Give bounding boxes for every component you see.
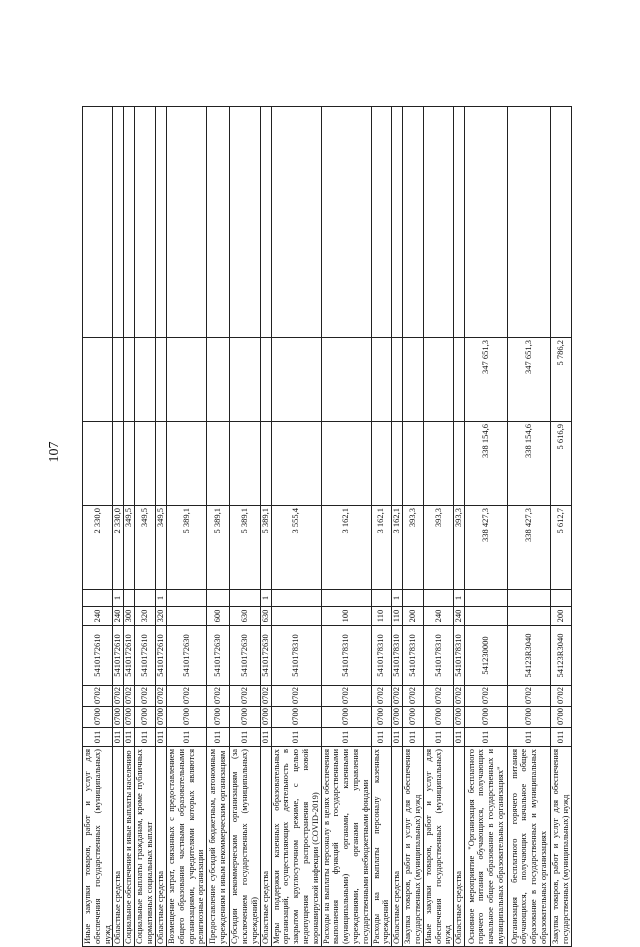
section-code-cell: 0700 (371, 707, 392, 728)
amount-year1-cell: 349,5 (124, 506, 135, 590)
amount-year1-cell: 5 389,1 (207, 506, 230, 590)
target-article-cell: 5410178310 (392, 626, 403, 686)
amount-year1-cell: 2 330,0 (113, 506, 124, 590)
subsection-code-cell: 0702 (113, 686, 124, 707)
subsection-code-cell: 0702 (155, 686, 166, 707)
row-name-cell: Областные средства (392, 747, 403, 947)
empty-cell (551, 107, 572, 338)
amount-year1-cell: 338 427,3 (508, 506, 551, 590)
subsection-code-cell: 0702 (207, 686, 230, 707)
row-name-cell: Областные средства (113, 747, 124, 947)
funding-mark-cell (271, 590, 321, 607)
funding-mark-cell (508, 590, 551, 607)
ministry-code-cell: 011 (135, 728, 156, 747)
ministry-code-cell: 011 (230, 728, 260, 747)
funding-mark-cell (207, 590, 230, 607)
subsection-code-cell: 0702 (465, 686, 508, 707)
row-name-cell: Предоставление субсидий бюджетным, автономным учреждениям и иным некоммерческим организациям (207, 747, 230, 947)
amount-year1-cell: 393,3 (403, 506, 424, 590)
row-name-cell: Областные средства (260, 747, 271, 947)
amount-year1-cell: 393,3 (454, 506, 465, 590)
amount-year2-cell (371, 422, 392, 506)
ministry-code-cell: 011 (371, 728, 392, 747)
subsection-code-cell: 0702 (392, 686, 403, 707)
row-name-cell: Социальные выплаты гражданам, кроме публичных нормативных социальных выплат (135, 747, 156, 947)
section-code-cell: 0700 (403, 707, 424, 728)
row-name-cell: Социальное обеспечение и иные выплаты населению (124, 747, 135, 947)
ministry-code-cell: 011 (465, 728, 508, 747)
ministry-code-cell: 011 (113, 728, 124, 747)
section-code-cell: 0700 (155, 707, 166, 728)
expense-type-cell: 110 (392, 607, 403, 626)
row-name-cell: Областные средства (155, 747, 166, 947)
funding-mark-cell (135, 590, 156, 607)
expense-type-cell: 240 (83, 607, 113, 626)
amount-year3-cell: 347 651,3 (465, 338, 508, 422)
amount-year2-cell (113, 422, 124, 506)
amount-year1-cell: 3 162,1 (392, 506, 403, 590)
target-article-cell: 5410172630 (260, 626, 271, 686)
expense-type-cell: 200 (551, 607, 572, 626)
target-article-cell: 541230000 (465, 626, 508, 686)
section-code-cell: 0700 (135, 707, 156, 728)
empty-cell (403, 107, 424, 338)
empty-cell (508, 107, 551, 338)
amount-year3-cell: 5 786,2 (551, 338, 572, 422)
amount-year1-cell: 349,5 (135, 506, 156, 590)
row-name-cell: Возмещение затрат, связанных с предоставлением общего образования частными образовательными организациями, учредителями которых являются религиозные организации (166, 747, 206, 947)
subsection-code-cell: 0702 (371, 686, 392, 707)
amount-year3-cell (371, 338, 392, 422)
expense-type-cell: 320 (135, 607, 156, 626)
section-code-cell: 0700 (113, 707, 124, 728)
ministry-code-cell: 011 (423, 728, 453, 747)
empty-cell (454, 107, 465, 338)
funding-mark-cell (230, 590, 260, 607)
amount-year2-cell (207, 422, 230, 506)
amount-year3-cell (403, 338, 424, 422)
amount-year2-cell (135, 422, 156, 506)
ministry-code-cell: 011 (124, 728, 135, 747)
empty-cell (230, 107, 260, 338)
amount-year1-cell: 5 389,1 (230, 506, 260, 590)
amount-year3-cell (230, 338, 260, 422)
funding-mark-cell: 1 (155, 590, 166, 607)
subsection-code-cell: 0702 (454, 686, 465, 707)
row-name-cell: Основное мероприятие "Организация бесплатного горячего питания обучающихся, получающих начальное общее образование в государственных и муниципальных образовательных организациях" (465, 747, 508, 947)
budget-table (82, 106, 572, 947)
amount-year2-cell (392, 422, 403, 506)
amount-year3-cell: 347 651,3 (508, 338, 551, 422)
section-code-cell: 0700 (508, 707, 551, 728)
ministry-code-cell: 011 (271, 728, 321, 747)
amount-year2-cell (166, 422, 206, 506)
amount-year1-cell: 338 427,3 (465, 506, 508, 590)
amount-year1-cell: 393,3 (423, 506, 453, 590)
row-name-cell: Закупка товаров, работ и услуг для обеспечения государственных (муниципальных) нужд (551, 747, 572, 947)
empty-cell (465, 107, 508, 338)
row-name-cell: Расходы на выплаты персоналу в целях обеспечения выполнения функций государственными (муниципальными) органами, казенными учреждениями, органами управления государственными внебюджетными фондами (321, 747, 371, 947)
amount-year3-cell (392, 338, 403, 422)
target-article-cell: 5410178310 (271, 626, 321, 686)
ministry-code-cell: 011 (166, 728, 206, 747)
target-article-cell: 5410172630 (207, 626, 230, 686)
section-code-cell: 0700 (83, 707, 113, 728)
empty-cell (113, 107, 124, 338)
target-article-cell: 5410178310 (403, 626, 424, 686)
empty-cell (271, 107, 321, 338)
amount-year3-cell (83, 338, 113, 422)
table-row (551, 107, 572, 947)
table-row (423, 107, 453, 947)
empty-cell (166, 107, 206, 338)
table-row (392, 107, 403, 947)
target-article-cell: 5410178310 (321, 626, 371, 686)
section-code-cell: 0700 (551, 707, 572, 728)
row-name-cell: Расходы на выплаты персоналу казенных учреждений (371, 747, 392, 947)
amount-year3-cell (423, 338, 453, 422)
funding-mark-cell: 1 (454, 590, 465, 607)
subsection-code-cell: 0702 (230, 686, 260, 707)
amount-year3-cell (321, 338, 371, 422)
subsection-code-cell: 0702 (166, 686, 206, 707)
subsection-code-cell: 0702 (551, 686, 572, 707)
subsection-code-cell: 0702 (135, 686, 156, 707)
row-name-cell: Иные закупки товаров, работ и услуг для обеспечения государственных (муниципальных) нужд (423, 747, 453, 947)
page-number: 107 (47, 441, 62, 463)
rotated-table-wrapper (82, 107, 570, 947)
amount-year1-cell: 3 162,1 (321, 506, 371, 590)
section-code-cell: 0700 (230, 707, 260, 728)
row-name-cell: Закупка товаров, работ и услуг для обеспечения государственных (муниципальных) нужд (403, 747, 424, 947)
ministry-code-cell: 011 (207, 728, 230, 747)
amount-year1-cell: 3 162,1 (371, 506, 392, 590)
ministry-code-cell: 011 (551, 728, 572, 747)
funding-mark-cell (124, 590, 135, 607)
subsection-code-cell: 0702 (271, 686, 321, 707)
expense-type-cell (465, 607, 508, 626)
amount-year1-cell: 5 389,1 (260, 506, 271, 590)
subsection-code-cell: 0702 (83, 686, 113, 707)
expense-type-cell: 630 (230, 607, 260, 626)
funding-mark-cell (83, 590, 113, 607)
empty-cell (155, 107, 166, 338)
row-name-cell: Меры поддержки казенных образовательных организаций, осуществляющих деятельность в закрытом круглосуточном режиме, с целью недопущения распространения новой коронавирусной инфекции (COVID-2019) (271, 747, 321, 947)
empty-cell (260, 107, 271, 338)
subsection-code-cell: 0702 (403, 686, 424, 707)
ministry-code-cell: 011 (83, 728, 113, 747)
ministry-code-cell: 011 (260, 728, 271, 747)
amount-year3-cell (135, 338, 156, 422)
table-row (124, 107, 135, 947)
target-article-cell: 54123R3040 (508, 626, 551, 686)
amount-year1-cell: 3 555,4 (271, 506, 321, 590)
empty-cell (423, 107, 453, 338)
table-row (403, 107, 424, 947)
amount-year3-cell (207, 338, 230, 422)
table-row (260, 107, 271, 947)
table-body (83, 107, 572, 947)
target-article-cell: 5410178310 (454, 626, 465, 686)
ministry-code-cell: 011 (321, 728, 371, 747)
amount-year3-cell (166, 338, 206, 422)
amount-year2-cell (230, 422, 260, 506)
target-article-cell: 5410178310 (423, 626, 453, 686)
table-row (465, 107, 508, 947)
ministry-code-cell: 011 (403, 728, 424, 747)
section-code-cell: 0700 (454, 707, 465, 728)
table-row (230, 107, 260, 947)
row-name-cell: Областные средства (454, 747, 465, 947)
section-code-cell: 0700 (166, 707, 206, 728)
table-row (371, 107, 392, 947)
table-row (135, 107, 156, 947)
empty-cell (135, 107, 156, 338)
expense-type-cell (271, 607, 321, 626)
subsection-code-cell: 0702 (423, 686, 453, 707)
target-article-cell: 5410172610 (155, 626, 166, 686)
funding-mark-cell: 1 (260, 590, 271, 607)
subsection-code-cell: 0702 (124, 686, 135, 707)
row-name-cell: Субсидии некоммерческим организациям (за исключением государственных (муниципальных) учреждений) (230, 747, 260, 947)
amount-year2-cell (403, 422, 424, 506)
funding-mark-cell (166, 590, 206, 607)
amount-year2-cell (321, 422, 371, 506)
table-row (321, 107, 371, 947)
funding-mark-cell (551, 590, 572, 607)
expense-type-cell: 240 (454, 607, 465, 626)
amount-year1-cell: 2 330,0 (83, 506, 113, 590)
ministry-code-cell: 011 (454, 728, 465, 747)
row-name-cell: Организация бесплатного горячего питания обучающихся, получающих начальное общее образование в государственных и муниципальных образовательных организациях (508, 747, 551, 947)
table-row (83, 107, 113, 947)
amount-year2-cell: 338 154,6 (465, 422, 508, 506)
amount-year2-cell (83, 422, 113, 506)
row-name-cell: Иные закупки товаров, работ и услуг для обеспечения государственных (муниципальных) нужд (83, 747, 113, 947)
table-row (166, 107, 206, 947)
table-row (207, 107, 230, 947)
target-article-cell: 5410172630 (230, 626, 260, 686)
expense-type-cell: 300 (124, 607, 135, 626)
expense-type-cell: 100 (321, 607, 371, 626)
target-article-cell: 5410172610 (113, 626, 124, 686)
expense-type-cell: 240 (113, 607, 124, 626)
funding-mark-cell (465, 590, 508, 607)
table-row (113, 107, 124, 947)
amount-year2-cell: 338 154,6 (508, 422, 551, 506)
funding-mark-cell: 1 (392, 590, 403, 607)
section-code-cell: 0700 (271, 707, 321, 728)
section-code-cell: 0700 (465, 707, 508, 728)
empty-cell (321, 107, 371, 338)
amount-year3-cell (454, 338, 465, 422)
empty-cell (207, 107, 230, 338)
funding-mark-cell (403, 590, 424, 607)
subsection-code-cell: 0702 (321, 686, 371, 707)
section-code-cell: 0700 (260, 707, 271, 728)
amount-year3-cell (124, 338, 135, 422)
amount-year3-cell (155, 338, 166, 422)
funding-mark-cell: 1 (113, 590, 124, 607)
expense-type-cell: 630 (260, 607, 271, 626)
amount-year1-cell: 5 612,7 (551, 506, 572, 590)
amount-year2-cell (124, 422, 135, 506)
ministry-code-cell: 011 (155, 728, 166, 747)
empty-cell (124, 107, 135, 338)
table-row (508, 107, 551, 947)
expense-type-cell: 600 (207, 607, 230, 626)
ministry-code-cell: 011 (508, 728, 551, 747)
amount-year2-cell (454, 422, 465, 506)
target-article-cell: 5410172630 (166, 626, 206, 686)
empty-cell (83, 107, 113, 338)
subsection-code-cell: 0702 (260, 686, 271, 707)
amount-year3-cell (113, 338, 124, 422)
expense-type-cell (166, 607, 206, 626)
amount-year2-cell (155, 422, 166, 506)
section-code-cell: 0700 (321, 707, 371, 728)
amount-year2-cell (423, 422, 453, 506)
subsection-code-cell: 0702 (508, 686, 551, 707)
funding-mark-cell (423, 590, 453, 607)
funding-mark-cell (321, 590, 371, 607)
amount-year3-cell (271, 338, 321, 422)
section-code-cell: 0700 (207, 707, 230, 728)
amount-year2-cell: 5 616,9 (551, 422, 572, 506)
target-article-cell: 5410178310 (371, 626, 392, 686)
amount-year1-cell: 349,5 (155, 506, 166, 590)
ministry-code-cell: 011 (392, 728, 403, 747)
expense-type-cell: 320 (155, 607, 166, 626)
funding-mark-cell (371, 590, 392, 607)
empty-cell (392, 107, 403, 338)
amount-year1-cell: 5 389,1 (166, 506, 206, 590)
target-article-cell: 54123R3040 (551, 626, 572, 686)
expense-type-cell: 200 (403, 607, 424, 626)
empty-cell (371, 107, 392, 338)
expense-type-cell (508, 607, 551, 626)
table-row (454, 107, 465, 947)
expense-type-cell: 240 (423, 607, 453, 626)
section-code-cell: 0700 (423, 707, 453, 728)
amount-year2-cell (271, 422, 321, 506)
amount-year2-cell (260, 422, 271, 506)
section-code-cell: 0700 (392, 707, 403, 728)
section-code-cell: 0700 (124, 707, 135, 728)
expense-type-cell: 110 (371, 607, 392, 626)
target-article-cell: 5410172610 (83, 626, 113, 686)
table-row (155, 107, 166, 947)
target-article-cell: 5410172610 (124, 626, 135, 686)
amount-year3-cell (260, 338, 271, 422)
target-article-cell: 5410172610 (135, 626, 156, 686)
table-row (271, 107, 321, 947)
